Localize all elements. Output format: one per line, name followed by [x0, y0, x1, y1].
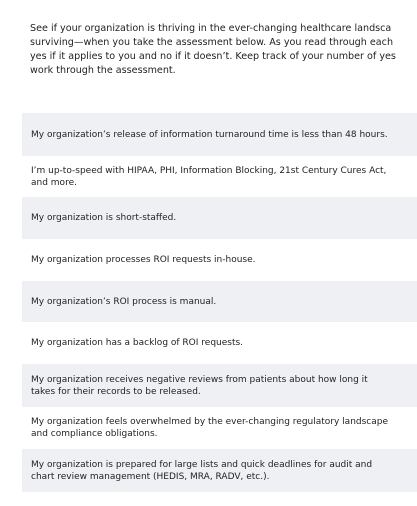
- statement-text: My organization receives negative reviews from patients about how long it takes for their records to be released.: [31, 374, 368, 397]
- intro-line: surviving—when you take the assessment below. As you read through each: [30, 37, 394, 48]
- assessment-list: [22, 113, 417, 492]
- statement-text: My organization processes ROI requests in-house.: [31, 255, 256, 265]
- intro-line: yes if it applies to you and no if it doesn’t. Keep track of your number of yes: [30, 51, 396, 62]
- assessment-row[interactable]: [22, 197, 417, 239]
- statement-text: My organization is short-staffed.: [31, 213, 177, 223]
- statement-text: My organization has a backlog of ROI requests.: [31, 338, 244, 348]
- assessment-row[interactable]: [22, 156, 417, 197]
- intro-line: See if your organization is thriving in the ever-changing healthcare landsca: [30, 23, 392, 34]
- intro-line: work through the assessment.: [30, 65, 176, 76]
- assessment-row[interactable]: [22, 113, 417, 156]
- assessment-row[interactable]: [22, 281, 417, 322]
- assessment-row[interactable]: [22, 407, 417, 449]
- statement-text: My organization is prepared for large lists and quick deadlines for audit and chart review management (HEDIS, MRA, RADV, etc.).: [31, 459, 373, 482]
- statement-text: I’m up-to-speed with HIPAA, PHI, Information Blocking, 21st Century Cures Act, and more.: [31, 165, 387, 188]
- statement-text: My organization’s release of information turnaround time is less than 48 hours.: [31, 129, 388, 140]
- assessment-intro: [30, 22, 417, 78]
- assessment-row[interactable]: [22, 364, 417, 407]
- assessment-row[interactable]: [22, 239, 417, 281]
- assessment-row[interactable]: [22, 449, 417, 492]
- statement-text: My organization’s ROI process is manual.: [31, 296, 217, 307]
- assessment-row[interactable]: [22, 322, 417, 364]
- statement-text: My organization feels overwhelmed by the ever-changing regulatory landscape and compliance obligations.: [31, 417, 389, 439]
